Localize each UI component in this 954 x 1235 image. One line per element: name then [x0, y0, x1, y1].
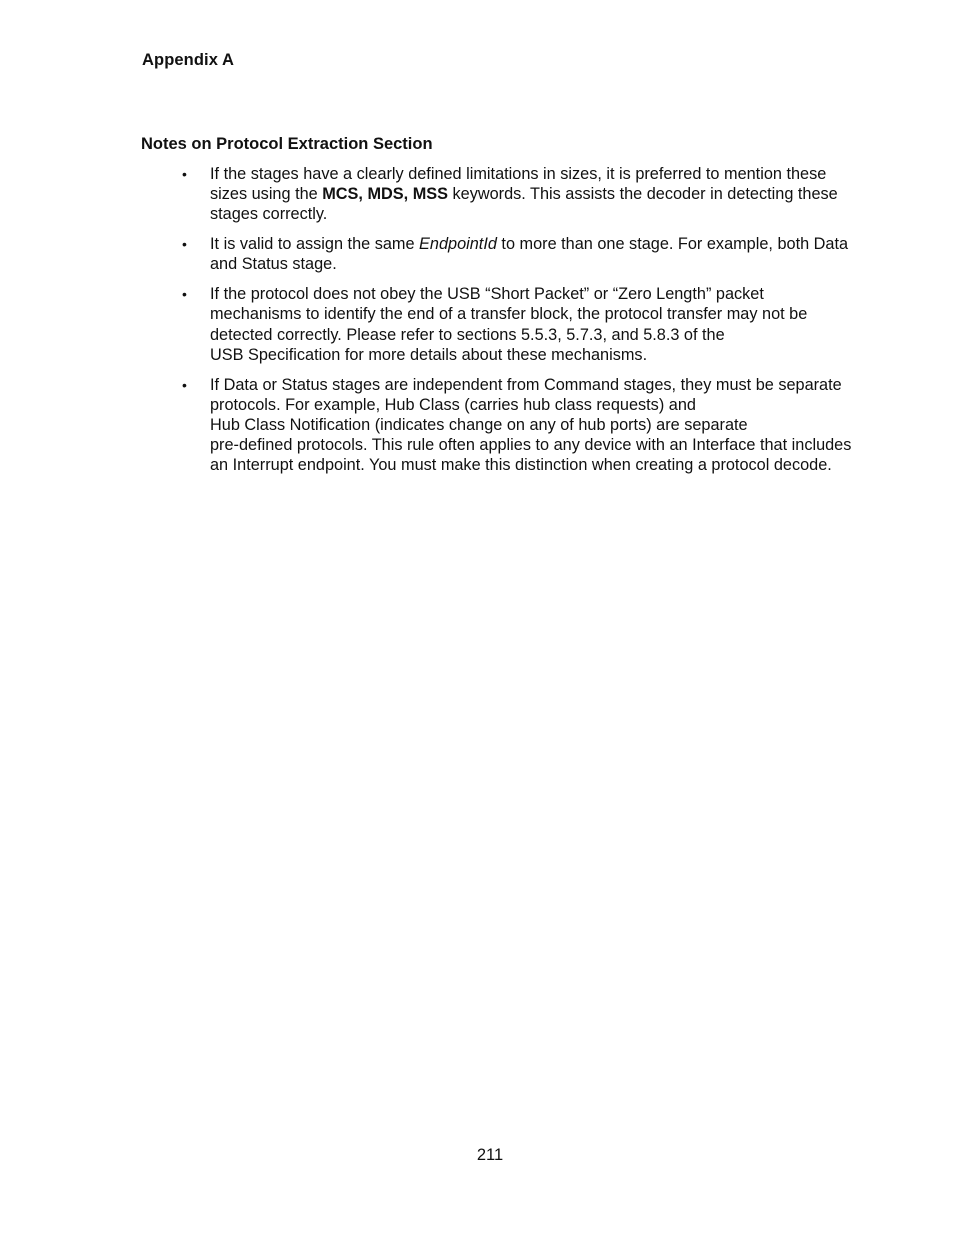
bullet-icon: • — [182, 236, 187, 253]
note-text-segment: If the stages have a clearly defined limitations in sizes, it is preferred to mention these sizes using the — [210, 165, 827, 204]
note-item-separate-protocols — [182, 375, 854, 476]
note-text — [210, 234, 854, 274]
keywords-text: MCS, MDS, MSS — [322, 185, 448, 204]
note-item-endpoint-id — [182, 234, 854, 274]
note-text — [210, 164, 854, 225]
note-text-segment: It is valid to assign the same — [210, 235, 420, 254]
note-text-segment: If Data or Status stages are independent from Command stages, they must be separate protocols. For example, Hub Class (carries hub class requests) and — [210, 375, 842, 414]
note-text-segment: If the protocol does not obey the USB “Short Packet” or “Zero Length” packet mechanisms to identify the end of a transfer block, the protocol transfer may not be detected correctly. Please refer to sections 5.5.3, 5.7.3, and 5.8.3 of the — [210, 285, 808, 344]
section-title: Notes on Protocol Extraction Section — [141, 135, 433, 153]
endpoint-id-term: EndpointId — [419, 235, 497, 254]
note-item-short-packet — [182, 284, 854, 365]
note-text-segment: pre-defined protocols. This rule often applies to any device with an Interface that includes an Interrupt endpoint. You must make this distinction when creating a protocol decode. — [210, 436, 852, 475]
note-item-size-keywords — [182, 164, 854, 225]
notes-list — [182, 164, 854, 485]
note-text-segment: Hub Class Notification (indicates change on any of hub ports) are separate — [210, 416, 748, 435]
note-text-segment: to more than one stage. For example, both Data and Status stage. — [210, 235, 849, 274]
note-text — [210, 375, 854, 476]
note-text-segment: keywords. This assists the decoder in detecting these stages correctly. — [210, 185, 838, 224]
page-number: 211 — [476, 1146, 504, 1164]
note-text-segment: USB Specification for more details about these mechanisms. — [210, 345, 648, 364]
running-header: Appendix A — [142, 51, 235, 69]
note-text — [210, 284, 854, 365]
bullet-icon: • — [182, 286, 187, 303]
bullet-icon: • — [182, 376, 187, 393]
bullet-icon: • — [182, 166, 187, 182]
